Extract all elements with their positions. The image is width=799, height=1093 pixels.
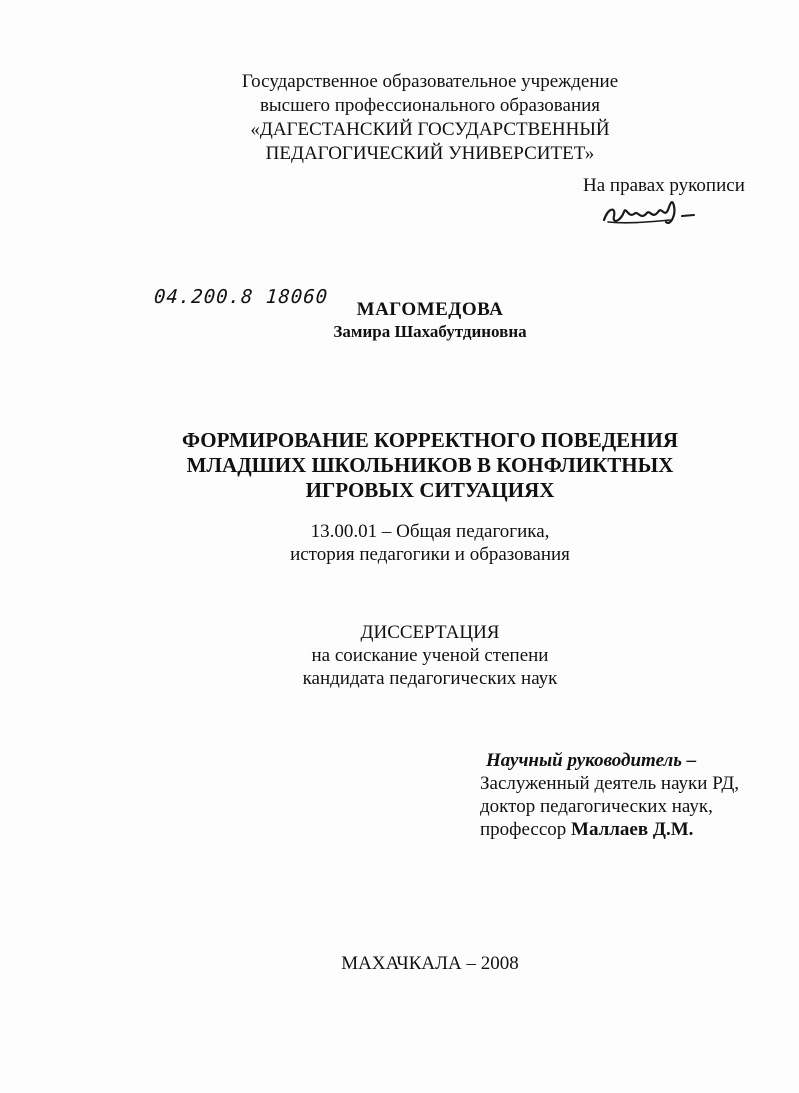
handwritten-signature — [598, 192, 708, 232]
degree-line-3: кандидата педагогических наук — [302, 668, 558, 689]
supervisor-block — [480, 749, 739, 841]
specialty-code — [130, 520, 730, 566]
degree-statement — [130, 621, 730, 690]
dissertation-title — [100, 428, 760, 503]
registration-stamp-number: 04.200.8 18060 — [153, 286, 329, 308]
supervisor-rank: профессор — [480, 819, 567, 840]
specialty-line-1: 13.00.01 – Общая педагогика, — [310, 521, 550, 542]
title-line-2: МЛАДШИХ ШКОЛЬНИКОВ В КОНФЛИКТНЫХ — [186, 453, 674, 477]
institution-line-2: высшего профессионального образования — [259, 95, 601, 116]
supervisor-title-line-3 — [480, 818, 739, 841]
institution-line-3: «ДАГЕСТАНСКИЙ ГОСУДАРСТВЕННЫЙ — [250, 119, 610, 140]
title-line-3: ИГРОВЫХ СИТУАЦИЯХ — [305, 478, 555, 502]
supervisor-title-line-1: Заслуженный деятель науки РД, — [480, 773, 740, 794]
author-surname: МАГОМЕДОВА — [356, 299, 504, 320]
city-year: МАХАЧКАЛА – 2008 — [341, 953, 519, 974]
supervisor-role: Научный руководитель – — [486, 750, 697, 771]
specialty-line-2: история педагогики и образования — [290, 544, 570, 565]
author-given-names: Замира Шахабутдиновна — [333, 322, 527, 341]
supervisor-title-line-2: доктор педагогических наук, — [480, 796, 713, 817]
institution-line-4: ПЕДАГОГИЧЕСКИЙ УНИВЕРСИТЕТ» — [265, 143, 595, 164]
degree-line-2: на соискание ученой степени — [311, 645, 549, 666]
supervisor-name: Маллаев Д.М. — [571, 819, 694, 840]
institution-line-1: Государственное образовательное учреждение — [241, 71, 619, 92]
manuscript-rights-note: На правах рукописи — [583, 175, 745, 196]
institution-header — [130, 70, 730, 166]
degree-line-1: ДИССЕРТАЦИЯ — [360, 622, 500, 643]
title-line-1: ФОРМИРОВАНИЕ КОРРЕКТНОГО ПОВЕДЕНИЯ — [181, 428, 679, 452]
